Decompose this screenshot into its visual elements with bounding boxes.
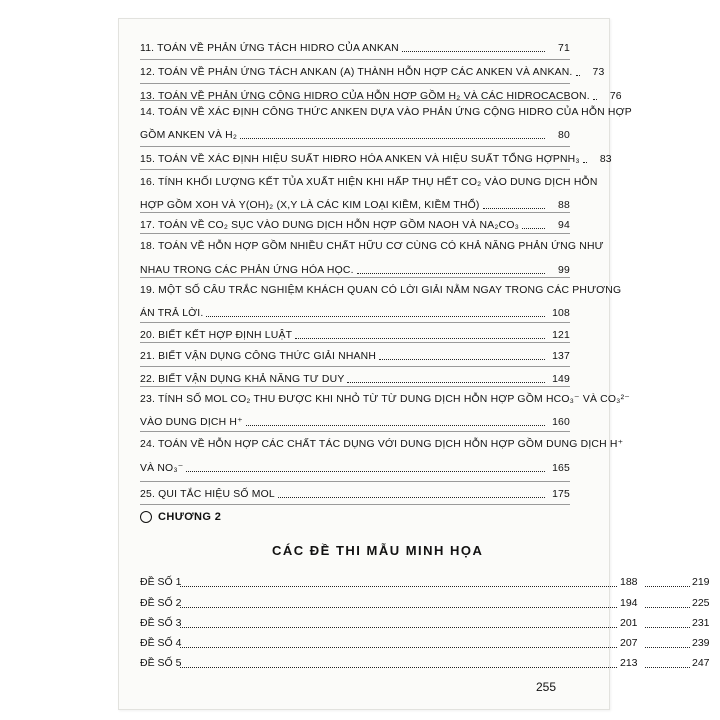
exam-page-b: 231 (692, 617, 710, 629)
exam-page-a: 213 (620, 657, 638, 669)
toc-page-number: 108 (552, 308, 570, 319)
toc-entry-title: 16. TÍNH KHỐI LƯỢNG KẾT TỦA XUẤT HIỆN KHI HẤP THỤ HẾT CO₂ VÀO DUNG DỊCH HỖN (140, 177, 598, 188)
exam-label: ĐỀ SỐ 1 (140, 576, 182, 588)
toc-page-number: 137 (552, 351, 570, 362)
toc-entry (140, 219, 570, 232)
toc-entry (140, 416, 570, 429)
circle-bullet-icon (140, 511, 152, 523)
toc-entry-title: ÁN TRẢ LỜI. (140, 308, 204, 319)
dot-leader (593, 99, 597, 100)
section-title: CÁC ĐỀ THI MẪU MINH HỌA (272, 543, 484, 558)
exam-row (140, 637, 710, 651)
exam-row (140, 597, 710, 611)
toc-entry-title: 22. BIẾT VẬN DỤNG KHẢ NĂNG TƯ DUY (140, 374, 345, 385)
dot-leader (206, 316, 545, 317)
toc-page-number: 94 (558, 220, 570, 231)
exam-label: ĐỀ SỐ 2 (140, 597, 182, 609)
exam-label: ĐỀ SỐ 3 (140, 617, 182, 629)
dot-leader (180, 627, 617, 628)
dot-leader (180, 647, 617, 648)
toc-entry (140, 373, 570, 386)
toc-entry-title: 11. TOÁN VỀ PHẢN ỨNG TÁCH HIDRO CỦA ANKAN (140, 43, 399, 54)
toc-entry-title: VÀ NO₃⁻ (140, 463, 184, 474)
dot-leader (295, 338, 545, 339)
toc-entry-title: 13. TOÁN VỀ PHẢN ỨNG CỘNG HIDRO CỦA HỖN HỢP GỒM H₂ VÀ CÁC HIDROCACBON. (140, 91, 590, 102)
divider (140, 83, 570, 84)
exam-label: ĐỀ SỐ 5 (140, 657, 182, 669)
toc-entry (140, 329, 570, 342)
dot-leader (483, 208, 545, 209)
exam-page-a: 207 (620, 637, 638, 649)
dot-leader (347, 382, 545, 383)
toc-entry (140, 350, 570, 363)
toc-entry-title: 21. BIẾT VẬN DỤNG CÔNG THỨC GIẢI NHANH (140, 351, 377, 362)
toc-entry (140, 90, 622, 103)
exam-page-b: 225 (692, 597, 710, 609)
divider (140, 366, 570, 367)
exam-page-b: 239 (692, 637, 710, 649)
toc-entry-title: VÀO DUNG DỊCH H⁺ (140, 417, 243, 428)
dot-leader (583, 162, 587, 163)
dot-leader (180, 586, 617, 587)
toc-entry (140, 462, 570, 475)
toc-page-number: 149 (552, 374, 570, 385)
toc-entry (140, 393, 630, 406)
toc-entry-title: 25. QUI TẮC HIỆU SỐ MOL (140, 489, 275, 500)
toc-entry (140, 176, 598, 189)
toc-entry (140, 129, 570, 142)
toc-entry (140, 240, 604, 253)
divider (140, 277, 570, 278)
dot-leader (645, 627, 690, 628)
toc-entry-title: 12. TOÁN VỀ PHẢN ỨNG TÁCH ANKAN (A) THÀNH HỖN HỢP CÁC ANKEN VÀ ANKAN. (140, 67, 573, 78)
divider (140, 504, 570, 505)
toc-entry (140, 438, 624, 451)
dot-leader (186, 471, 545, 472)
divider (140, 386, 570, 387)
toc-entry-title: HỢP GỒM XOH VÀ Y(OH)₂ (X,Y LÀ CÁC KIM LOẠI KIỀM, KIỀM THỔ) (140, 200, 480, 211)
divider (140, 322, 570, 323)
toc-page-number: 121 (552, 330, 570, 341)
toc-page-number: 88 (558, 200, 570, 211)
exam-page-a: 194 (620, 597, 638, 609)
toc-entry-title: 17. TOÁN VỀ CO₂ SỤC VÀO DUNG DỊCH HỖN HỢP GỒM NAOH VÀ NA₂CO₃ (140, 220, 520, 231)
toc-entry-title: 20. BIẾT KẾT HỢP ĐỊNH LUẬT (140, 330, 293, 341)
divider (140, 233, 570, 234)
toc-page-number: 83 (599, 154, 612, 165)
divider (140, 481, 570, 482)
toc-page-number: 71 (558, 43, 570, 54)
toc-page-number: 80 (558, 130, 570, 141)
toc-page-number: 175 (552, 489, 570, 500)
toc-entry-title: 24. TOÁN VỀ HỖN HỢP CÁC CHẤT TÁC DỤNG VỚI DUNG DỊCH HỖN HỢP GỒM DUNG DỊCH H⁺ (140, 439, 624, 450)
toc-page-number: 160 (552, 417, 570, 428)
divider (140, 342, 570, 343)
toc-page-number: 99 (558, 265, 570, 276)
dot-leader (576, 75, 580, 76)
dot-leader (180, 667, 617, 668)
toc-entry-title: 23. TÍNH SỐ MOL CO₂ THU ĐƯỢC KHI NHỎ TỪ TỪ DUNG DỊCH HỖN HỢP GỒM HCO₃⁻ VÀ CO₃²⁻ (140, 394, 630, 405)
exam-page-b: 247 (692, 657, 710, 669)
exam-page-a: 188 (620, 576, 638, 588)
dot-leader (402, 51, 545, 52)
page-number: 255 (536, 680, 557, 694)
dot-leader (645, 667, 690, 668)
exam-row (140, 617, 710, 631)
toc-page-number: 165 (552, 463, 570, 474)
toc-entry (140, 264, 570, 277)
toc-entry (140, 307, 570, 320)
dot-leader (278, 497, 545, 498)
toc-entry-title: 14. TOÁN VỀ XÁC ĐỊNH CÔNG THỨC ANKEN DỰA VÀO PHẢN ỨNG CỘNG HIDRO CỦA HỖN HỢP (140, 107, 632, 118)
toc-entry-title: NHAU TRONG CÁC PHẢN ỨNG HÓA HỌC. (140, 265, 354, 276)
toc-entry (140, 106, 632, 119)
dot-leader (357, 273, 545, 274)
exam-page-b: 219 (692, 576, 710, 588)
toc-entry-title: GỒM ANKEN VÀ H₂ (140, 130, 238, 141)
dot-leader (522, 228, 545, 229)
exam-row (140, 576, 710, 590)
dot-leader (645, 586, 690, 587)
toc-entry (140, 153, 612, 166)
exam-row (140, 657, 710, 671)
toc-page-number: 76 (609, 91, 622, 102)
dot-leader (240, 138, 545, 139)
divider (140, 146, 570, 147)
chapter-heading (140, 511, 221, 523)
divider (140, 431, 570, 432)
toc-entry-title: 18. TOÁN VỀ HỖN HỢP GỒM NHIỀU CHẤT HỮU CƠ CÙNG CÓ KHẢ NĂNG PHẢN ỨNG NHƯ (140, 241, 604, 252)
toc-entry (140, 284, 622, 297)
dot-leader (379, 359, 545, 360)
toc-entry-title: 15. TOÁN VỀ XÁC ĐỊNH HIỆU SUẤT HIĐRO HÓA ANKEN VÀ HIỆU SUẤT TỔNG HỢPNH₃ (140, 154, 580, 165)
toc-entry (140, 66, 605, 79)
dot-leader (246, 425, 545, 426)
dot-leader (645, 647, 690, 648)
toc-entry (140, 199, 570, 212)
divider (140, 212, 570, 213)
toc-entry-title: 19. MỘT SỐ CÂU TRẮC NGHIỆM KHÁCH QUAN CÓ LỜI GIẢI NẰM NGAY TRONG CÁC PHƯƠNG (140, 285, 622, 296)
toc-entry (140, 42, 570, 55)
divider (140, 100, 570, 101)
dot-leader (645, 607, 690, 608)
chapter-label: CHƯƠNG 2 (158, 511, 222, 523)
divider (140, 59, 570, 60)
dot-leader (180, 607, 617, 608)
toc-entry (140, 488, 570, 501)
exam-label: ĐỀ SỐ 4 (140, 637, 182, 649)
divider (140, 169, 570, 170)
toc-page-number: 73 (592, 67, 605, 78)
exam-page-a: 201 (620, 617, 638, 629)
